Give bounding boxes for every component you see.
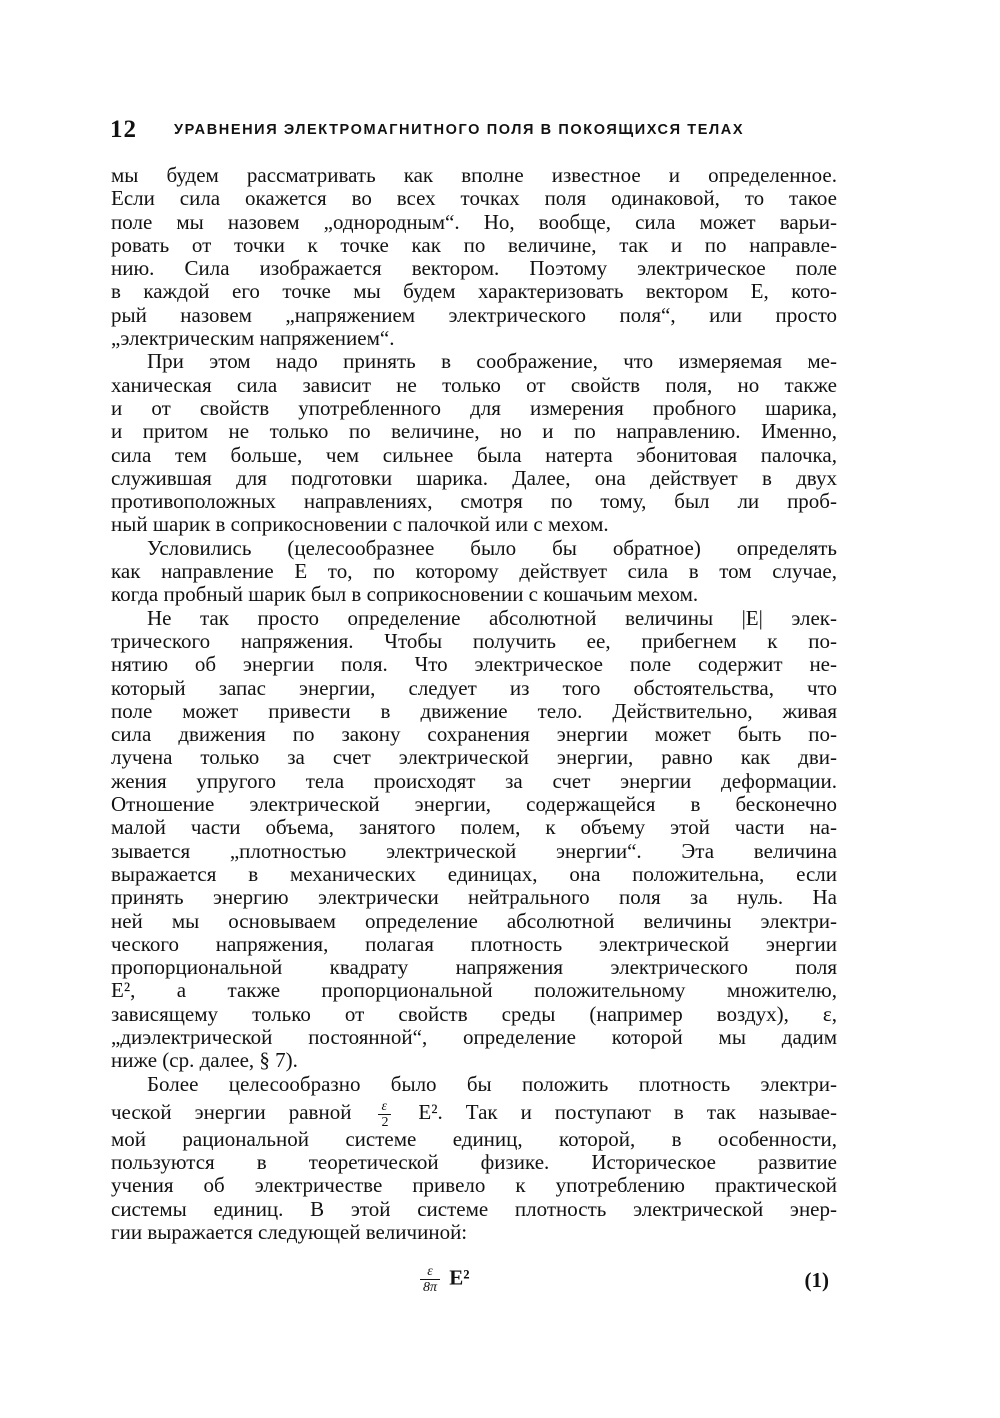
equation-number: (1) [804,1268,829,1292]
paragraph-line: сила тем больше, чем сильнее была натерта эбонитовая палочка, [111,442,837,467]
paragraph-line: противоположных направлениях, смотря по тому, был ли проб- [111,489,837,514]
paragraph-line: и от свойств употребленного для измерения пробного шарика, [111,395,837,420]
page-number: 12 [110,116,137,143]
paragraph-line: как направление E то, по которому действует сила в том случае, [111,559,837,584]
paragraph-line: ней мы основываем определение абсолютной величины электри- [111,908,837,933]
paragraph-line: Условились (целесообразнее было бы обратное) определять [147,535,837,560]
paragraph-line: сила движения по закону сохранения энергии может быть по- [111,722,837,747]
paragraph-line: поле мы назовем „однородным“. Но, вообще, сила может варьи- [111,209,837,234]
paragraph-line: в каждой его точке мы будем характеризовать вектором E, кото- [111,279,837,304]
paragraph-line: зависящему только от свойств среды (например воздух), ε, [111,1001,837,1026]
paragraph-line: мой рациональной системе единиц, которой, в особенности, [111,1126,837,1151]
paragraph-line: когда пробный шарик был в соприкосновении с кошачьим мехом. [111,582,699,607]
paragraph-line: ханическая сила зависит не только от свойств поля, но также [111,372,837,397]
text-fragment: E². Так и поступают в так называе- [418,1099,837,1124]
paragraph-line: служившая для подготовки шарика. Далее, она действует в двух [111,465,837,490]
paragraph-line: системы единиц. В этой системе плотность электрической энер- [111,1196,837,1221]
formula [416,1264,470,1295]
paragraph-line: и притом не только по величине, но и по направлению. Именно, [111,419,837,444]
fraction [378,1099,391,1130]
paragraph-line: лучена только за счет электрической энергии, равно как дви- [111,745,837,770]
formula-fraction [420,1264,440,1295]
paragraph-5-rest [111,1128,837,1244]
paragraph-line: ческого напряжения, полагая плотность электрической энергии [111,931,837,956]
text-fragment: ческой энергии равной [111,1099,352,1124]
paragraph-line: пропорциональной квадрату напряжения электрического поля [111,955,837,980]
running-title: УРАВНЕНИЯ ЭЛЕКТРОМАГНИТНОГО ПОЛЯ В ПОКОЯЩИХСЯ ТЕЛАХ [174,122,745,138]
paragraph-line: ровать от точки к точке как по величине, так и по направле- [111,232,837,257]
formula-term: E² [449,1265,470,1290]
paragraph-line: трического напряжения. Чтобы получить ее, прибегнем к по- [111,628,837,653]
formula-numerator: ε [420,1264,440,1280]
paragraph-line: гии выражается следующей величиной: [111,1220,468,1245]
paragraph-line: поле может привести в движение тело. Действительно, живая [111,698,837,723]
paragraph-line: принять энергию электрически нейтрального поля за нуль. На [111,885,837,910]
paragraph-line: „электрическим напряжением“. [111,326,395,351]
paragraph-line: Не так просто определение абсолютной величины |E| элек- [147,605,837,630]
paragraph-line: мы будем рассматривать как вполне известное и определенное. [111,163,837,187]
body-text [111,164,837,1244]
paragraph-line: E², а также пропорциональной положительному множителю, [111,978,837,1003]
paragraph-line: рый назовем „напряжением электрического поля“, или просто [111,302,837,327]
paragraph-line: При этом надо принять в соображение, что измеряемая ме- [147,349,837,374]
paragraphs [111,164,837,1073]
paragraph-line: Если сила окажется во всех точках поля одинаковой, то такое [111,186,837,211]
paragraph-line: малой части объема, занятого полем, к объему этой части на- [111,815,837,840]
paragraph-line: Более целесообразно было бы положить плотность электри- [147,1071,837,1096]
paragraph-line-with-fraction [111,1092,837,1132]
fraction-denominator: 2 [381,1114,389,1130]
paragraph-line: который запас энергии, следует из того обстоятельства, что [111,675,837,700]
formula-denominator: 8π [423,1280,438,1295]
paragraph-line: зывается „плотностью электрической энергии“. Эта величина [111,838,837,863]
paragraph-line: ниже (ср. далее, § 7). [111,1048,298,1073]
paragraph-line: выражается в механических единицах, она положительна, если [111,861,837,886]
paragraph-line: Отношение электрической энергии, содержащейся в бесконечно [111,792,837,817]
paragraph-line: „диэлектрической постоянной“, определение которой мы дадим [111,1024,837,1049]
fraction-numerator: ε [378,1099,391,1115]
paragraph-line: жения упругого тела происходят за счет энергии деформации. [111,768,837,793]
paragraph-line: нятию об энергии поля. Что электрическое поле содержит не- [111,652,837,677]
formula-block [111,1262,837,1312]
page-header [110,116,840,146]
paragraph-line: пользуются в теоретической физике. Историческое развитие [111,1150,837,1175]
paragraph-line: учения об электричестве привело к употреблению практической [111,1173,837,1198]
paragraph-line: нию. Сила изображается вектором. Поэтому электрическое поле [111,256,837,281]
paragraph-line: ный шарик в соприкосновении с палочкой или с мехом. [111,512,609,537]
